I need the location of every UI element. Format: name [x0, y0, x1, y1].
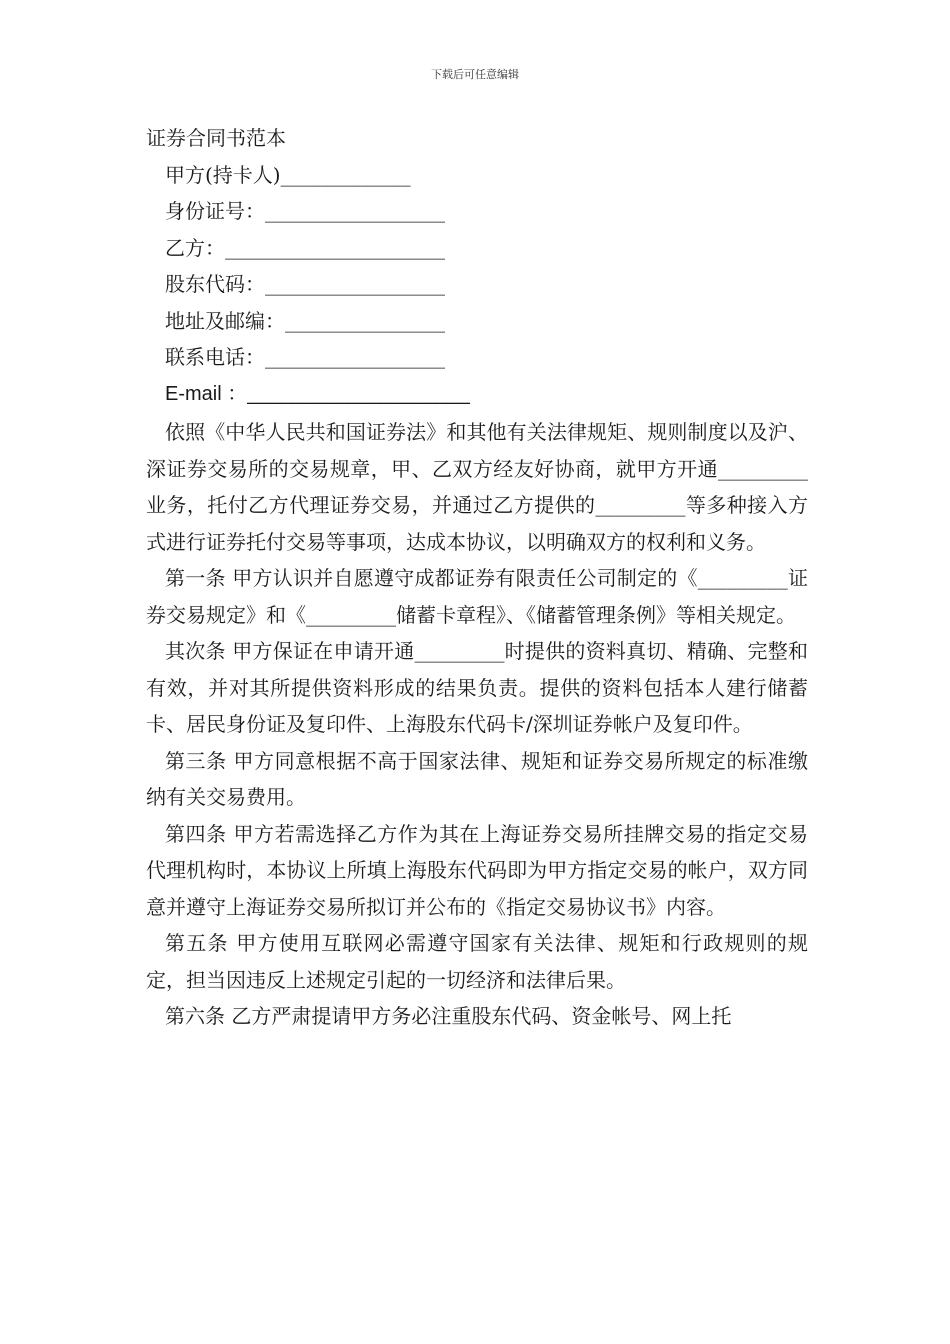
paragraph-preamble: 依照《中华人民共和国证券法》和其他有关法律规矩、规则制度以及沪、深证券交易所的交易规章，甲、乙双方经友好协商，就甲方开通_________业务，托付乙方代理证券交易，并通过乙方提供的_________等多种接入方式进行证券托付交易等事项，达成本协议，以明确双方的权利和义务。 [146, 420, 808, 554]
field-id-number: 身份证号：__________________ [165, 199, 445, 223]
field-party-a: 甲方(持卡人)_____________ [165, 162, 411, 187]
paragraph-article-4: 第四条 甲方若需选择乙方作为其在上海证券交易所挂牌交易的指定交易代理机构时，本协议上所填上海股东代码即为甲方指定交易的帐户，双方同意并遵守上海证券交易所拟订并公布的《指定交易协议书》内容。 [146, 821, 808, 919]
paragraph-article-5: 第五条 甲方使用互联网必需遵守国家有关法律、规矩和行政规则的规定，担当因违反上述规定引起的一切经济和法律后果。 [146, 931, 808, 992]
field-shareholder-code: 股东代码：__________________ [165, 272, 445, 296]
paragraph-article-2: 其次条 甲方保证在申请开通_________时提供的资料真切、精确、完整和有效，并对其所提供资料形成的结果负责。提供的资料包括本人建行储蓄卡、居民身份证及复印件、上海股东代码卡/深圳证券帐户及复印件。 [146, 639, 808, 736]
field-party-b: 乙方：______________________ [165, 235, 445, 260]
paragraph-article-1: 第一条 甲方认识并自愿遵守成都证券有限责任公司制定的《_________证券交易规定》和《_________储蓄卡章程》、《储蓄管理条例》等相关规定。 [146, 566, 808, 627]
document-body [146, 120, 808, 1035]
field-phone: 联系电话：__________________ [165, 345, 445, 369]
field-email: E-mail ：____________________ [165, 382, 470, 405]
document-title: 证券合同书范本 [146, 126, 286, 150]
field-address-postcode: 地址及邮编：________________ [165, 308, 445, 333]
page-header-note: 下载后可任意编辑 [431, 68, 519, 81]
paragraph-article-6: 第六条 乙方严肃提请甲方务必注重股东代码、资金帐号、网上托 [165, 1004, 732, 1028]
paragraph-article-3: 第三条 甲方同意根据不高于国家法律、规矩和证券交易所规定的标准缴纳有关交易费用。 [146, 748, 808, 809]
